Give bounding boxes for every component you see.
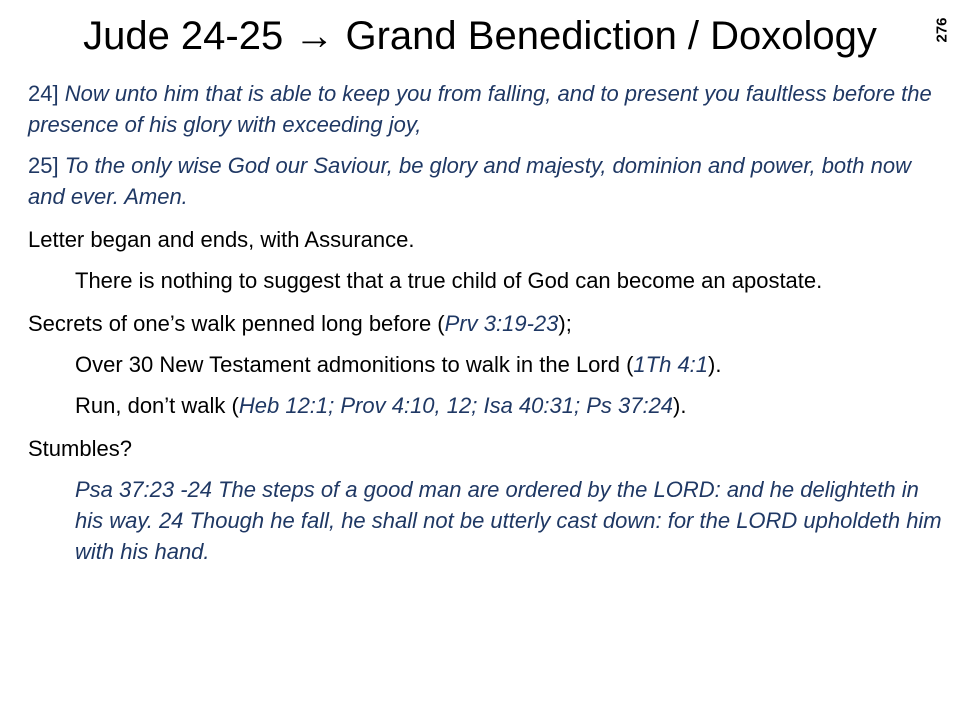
run-close: ). <box>673 393 687 418</box>
slide-number-text: 276 <box>933 17 951 43</box>
verse-24-number: 24] <box>28 81 59 106</box>
secrets-reference: Prv 3:19-23 <box>444 311 559 336</box>
verse-24 <box>28 78 948 140</box>
title-reference: Jude 24-25 <box>83 14 284 58</box>
verse-25-number: 25] <box>28 153 59 178</box>
secrets-close: ); <box>558 311 572 336</box>
slide-body <box>28 78 948 567</box>
page-title <box>0 4 960 68</box>
run-point <box>28 390 948 421</box>
verse-25 <box>28 150 948 212</box>
verse-25-text: To the only wise God our Saviour, be glory and majesty, dominion and power, both now and ever. Amen. <box>28 153 911 209</box>
assurance-heading: Letter began and ends, with Assurance. <box>28 227 415 252</box>
admonitions-text: Over 30 New Testament admonitions to walk in the Lord ( <box>75 352 634 377</box>
admonitions-close: ). <box>708 352 722 377</box>
verse-24-text: Now unto him that is able to keep you from falling, and to present you faultless before the presence of his glory with exceeding joy, <box>28 81 932 137</box>
arrow-icon: → <box>294 14 335 58</box>
slide-number <box>930 14 954 46</box>
admonitions-reference: 1Th 4:1 <box>633 352 709 377</box>
title-subject: Grand Benediction / Doxology <box>345 14 877 58</box>
run-text: Run, don’t walk ( <box>75 393 239 418</box>
secrets-heading <box>28 308 948 339</box>
secrets-text: Secrets of one’s walk penned long before ( <box>28 311 445 336</box>
assurance-point: There is nothing to suggest that a true child of God can become an apostate. <box>75 268 823 293</box>
run-references: Heb 12:1; Prov 4:10, 12; Isa 40:31; Ps 37:24 <box>238 393 674 418</box>
admonitions-point <box>28 349 948 380</box>
psalm-quote: Psa 37:23 -24 The steps of a good man are ordered by the LORD: and he delighteth in his way. 24 Though he fall, he shall not be utterly cast down: for the LORD upholdeth him with his hand. <box>75 477 942 564</box>
stumbles-heading: Stumbles? <box>28 436 132 461</box>
